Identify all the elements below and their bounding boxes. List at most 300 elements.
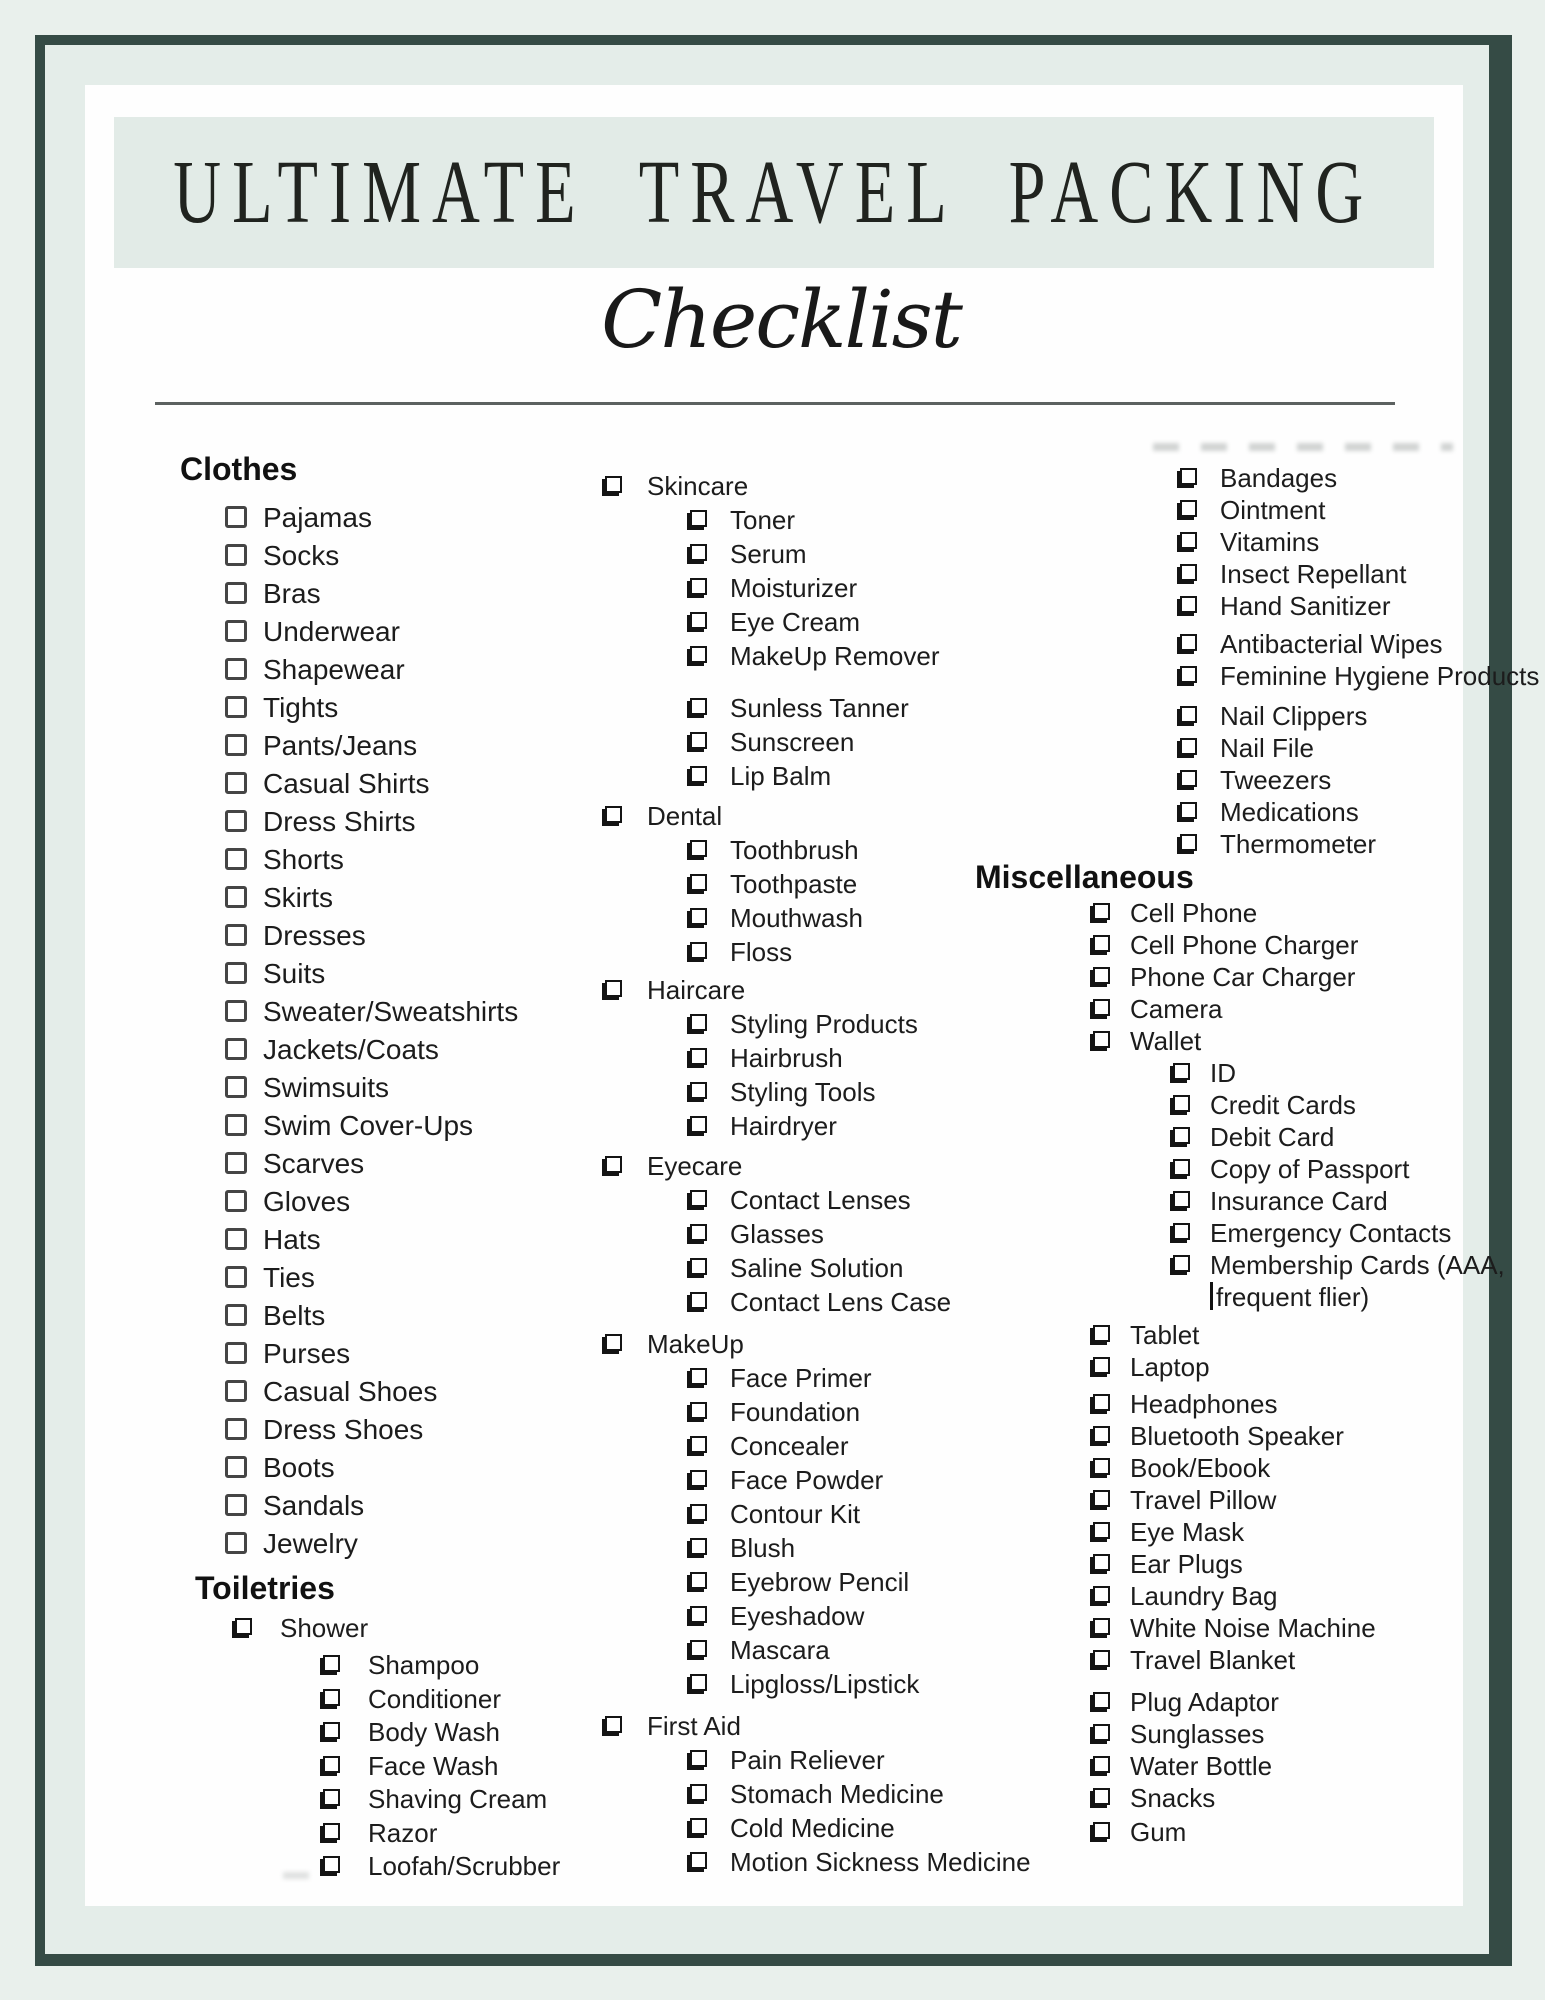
list-item — [975, 1517, 1545, 1549]
checkbox-icon[interactable] — [1180, 468, 1197, 485]
item-label: Eyebrow Pencil — [730, 1567, 910, 1597]
checkbox-icon[interactable] — [690, 646, 707, 663]
list-item — [180, 1186, 660, 1224]
section-heading: Clothes — [180, 451, 298, 487]
list-item — [975, 994, 1545, 1026]
item-label: Laundry Bag — [1130, 1581, 1278, 1611]
item-label: Jewelry — [263, 1528, 358, 1559]
list-item — [180, 654, 660, 692]
checkbox-icon[interactable] — [225, 506, 247, 528]
item-label: Copy of Passport — [1210, 1154, 1410, 1184]
list-item — [975, 1581, 1545, 1613]
checkbox-icon[interactable] — [1173, 1191, 1190, 1208]
item-label: Travel Blanket — [1130, 1645, 1296, 1675]
item-label: Shower — [280, 1613, 369, 1643]
item-label: Eye Mask — [1130, 1517, 1245, 1547]
checkbox-icon[interactable] — [225, 962, 247, 984]
checkbox-icon[interactable] — [1180, 666, 1197, 683]
checkbox-icon[interactable] — [690, 1258, 707, 1275]
item-label: Eyecare — [647, 1151, 743, 1181]
item-label: Foundation — [730, 1397, 861, 1427]
list-item — [975, 733, 1545, 765]
checkbox-icon[interactable] — [323, 1722, 340, 1739]
checkbox-icon[interactable] — [323, 1655, 340, 1672]
item-label: Antibacterial Wipes — [1220, 629, 1443, 659]
column-clothes-toiletries — [180, 453, 660, 1885]
item-label: Dress Shirts — [263, 806, 416, 837]
checkbox-icon[interactable] — [1173, 1063, 1190, 1080]
checkbox-icon[interactable] — [690, 1640, 707, 1657]
item-label: Socks — [263, 540, 340, 571]
item-label: Dental — [647, 801, 723, 831]
checkbox-icon[interactable] — [1180, 634, 1197, 651]
list-item — [605, 1847, 1165, 1881]
checkbox-icon[interactable] — [225, 658, 247, 680]
checkbox-icon[interactable] — [1093, 1724, 1110, 1741]
list-item — [180, 1490, 660, 1528]
item-label: Membership Cards (AAA, — [1210, 1250, 1505, 1280]
list-item — [180, 1034, 660, 1072]
item-label: Hairdryer — [730, 1111, 837, 1141]
item-label: Purses — [263, 1338, 351, 1369]
checkbox-icon[interactable] — [690, 908, 707, 925]
item-label: Plug Adaptor — [1130, 1687, 1279, 1717]
list-item — [180, 1376, 660, 1414]
checkbox-icon[interactable] — [1093, 1788, 1110, 1805]
checkbox-icon[interactable] — [1180, 770, 1197, 787]
list-item — [975, 1817, 1545, 1849]
erased-text-smudge — [1153, 443, 1453, 451]
list-item — [975, 1320, 1545, 1352]
checkbox-icon[interactable] — [1180, 738, 1197, 755]
item-label: Mouthwash — [730, 903, 863, 933]
list-item — [180, 502, 660, 540]
checkbox-icon[interactable] — [1093, 1692, 1110, 1709]
checkbox-icon[interactable] — [323, 1856, 340, 1873]
item-label: Nail File — [1220, 733, 1314, 763]
list-item — [180, 806, 660, 844]
page-subtitle: Checklist — [601, 273, 961, 366]
item-label: Mascara — [730, 1635, 830, 1665]
item-label: Ear Plugs — [1130, 1549, 1243, 1579]
item-label: Shapewear — [263, 654, 405, 685]
checkbox-icon[interactable] — [1093, 1522, 1110, 1539]
checkbox-icon[interactable] — [690, 1852, 707, 1869]
checkbox-icon[interactable] — [1180, 596, 1197, 613]
checkbox-icon[interactable] — [690, 840, 707, 857]
checkbox-icon[interactable] — [323, 1756, 340, 1773]
checkbox-icon[interactable] — [225, 886, 247, 908]
list-item — [975, 1549, 1545, 1581]
checkbox-icon[interactable] — [225, 1380, 247, 1402]
checkbox-icon[interactable] — [1093, 1586, 1110, 1603]
checkbox-icon[interactable] — [225, 1418, 247, 1440]
item-label: Laptop — [1130, 1352, 1210, 1382]
item-label: Eyeshadow — [730, 1601, 865, 1631]
item-label: First Aid — [647, 1711, 741, 1741]
checkbox-icon[interactable] — [1093, 1822, 1110, 1839]
checkbox-icon[interactable] — [605, 806, 622, 823]
checkbox-icon[interactable] — [690, 1674, 707, 1691]
checkbox-icon[interactable] — [690, 874, 707, 891]
item-label: Face Powder — [730, 1465, 884, 1495]
checkbox-icon[interactable] — [323, 1823, 340, 1840]
checkbox-icon[interactable] — [225, 1456, 247, 1478]
checkbox-icon[interactable] — [1093, 1031, 1110, 1048]
checkbox-icon[interactable] — [1093, 1756, 1110, 1773]
checkbox-icon[interactable] — [690, 578, 707, 595]
item-label: Thermometer — [1220, 829, 1377, 859]
checkbox-icon[interactable] — [1173, 1223, 1190, 1240]
checkbox-icon[interactable] — [605, 980, 622, 997]
item-label: Scarves — [263, 1148, 365, 1179]
item-label: Emergency Contacts — [1210, 1218, 1452, 1248]
checkbox-icon[interactable] — [690, 1116, 707, 1133]
item-label: Haircare — [647, 975, 746, 1005]
item-label: Contour Kit — [730, 1499, 861, 1529]
item-label: Book/Ebook — [1130, 1453, 1271, 1483]
list-item — [180, 1650, 660, 1684]
item-label: Gum — [1130, 1817, 1187, 1847]
checkbox-icon[interactable] — [225, 696, 247, 718]
checkbox-icon[interactable] — [225, 620, 247, 642]
item-label: Contact Lens Case — [730, 1287, 952, 1317]
checkbox-icon[interactable] — [225, 1228, 247, 1250]
list-item — [975, 1613, 1545, 1645]
item-label: Dresses — [263, 920, 366, 951]
checkbox-icon[interactable] — [1180, 564, 1197, 581]
list-item — [180, 1148, 660, 1186]
item-label: Sunscreen — [730, 727, 855, 757]
checkbox-icon[interactable] — [225, 1532, 247, 1554]
checkbox-icon[interactable] — [1180, 532, 1197, 549]
list-item — [180, 578, 660, 616]
checkbox-icon[interactable] — [690, 698, 707, 715]
item-label: Camera — [1130, 994, 1223, 1024]
item-label: Water Bottle — [1130, 1751, 1273, 1781]
list-item — [180, 730, 660, 768]
list-item — [975, 962, 1545, 994]
checkbox-icon[interactable] — [1093, 1490, 1110, 1507]
checkbox-icon[interactable] — [1093, 1554, 1110, 1571]
item-label: Hand Sanitizer — [1220, 591, 1391, 621]
list-item — [975, 1154, 1545, 1186]
checkbox-icon[interactable] — [225, 1000, 247, 1022]
checkbox-icon[interactable] — [690, 510, 707, 527]
checkbox-icon[interactable] — [1173, 1255, 1190, 1272]
list-item — [975, 898, 1545, 930]
item-label: Styling Products — [730, 1009, 918, 1039]
item-label: Credit Cards — [1210, 1090, 1356, 1120]
item-label: Toner — [730, 505, 796, 535]
checkbox-icon[interactable] — [605, 1334, 622, 1351]
list-item — [180, 1262, 660, 1300]
item-label: Stomach Medicine — [730, 1779, 944, 1809]
checkbox-icon[interactable] — [225, 544, 247, 566]
list-item — [975, 629, 1545, 661]
list-item — [975, 463, 1545, 495]
list-item — [975, 765, 1545, 797]
item-label: Sunless Tanner — [730, 693, 909, 723]
checkbox-icon[interactable] — [690, 1368, 707, 1385]
checkbox-icon[interactable] — [690, 1292, 707, 1309]
item-label: Pain Reliever — [730, 1745, 885, 1775]
item-label: Shaving Cream — [368, 1784, 548, 1814]
item-label: Cell Phone Charger — [1130, 930, 1359, 960]
item-label: Nail Clippers — [1220, 701, 1368, 731]
checkbox-icon[interactable] — [690, 1082, 707, 1099]
list-item — [975, 701, 1545, 733]
checkbox-icon[interactable] — [1093, 1618, 1110, 1635]
list-item — [180, 1300, 660, 1338]
checkbox-icon[interactable] — [225, 772, 247, 794]
checkbox-icon[interactable] — [225, 1342, 247, 1364]
list-item — [180, 540, 660, 578]
item-label: White Noise Machine — [1130, 1613, 1376, 1643]
list-item — [975, 1645, 1545, 1677]
list-item — [975, 1485, 1545, 1517]
item-label: Tights — [263, 692, 339, 723]
item-label: Sweater/Sweatshirts — [263, 996, 519, 1027]
checkbox-icon[interactable] — [605, 476, 622, 493]
item-label: Skirts — [263, 882, 333, 913]
checkbox-icon[interactable] — [225, 1152, 247, 1174]
checkbox-icon[interactable] — [1093, 1325, 1110, 1342]
item-label: Contact Lenses — [730, 1185, 911, 1215]
list-item-continuation — [975, 1282, 1545, 1314]
checkbox-icon[interactable] — [1093, 1426, 1110, 1443]
checkbox-icon[interactable] — [690, 1402, 707, 1419]
list-item — [180, 844, 660, 882]
item-label: Pants/Jeans — [263, 730, 418, 761]
checkbox-icon[interactable] — [1180, 834, 1197, 851]
divider-line — [155, 402, 1395, 405]
item-label: Sunglasses — [1130, 1719, 1265, 1749]
item-label: Sandals — [263, 1490, 365, 1521]
item-label: MakeUp Remover — [730, 641, 940, 671]
checkbox-icon[interactable] — [690, 1750, 707, 1767]
checkbox-icon[interactable] — [690, 612, 707, 629]
item-label: Medications — [1220, 797, 1359, 827]
list-item — [180, 1784, 660, 1818]
item-label: Hairbrush — [730, 1043, 843, 1073]
checkbox-icon[interactable] — [235, 1618, 252, 1635]
item-label: Skincare — [647, 471, 749, 501]
item-label: Concealer — [730, 1431, 849, 1461]
item-label: Blush — [730, 1533, 796, 1563]
checkbox-icon[interactable] — [690, 1538, 707, 1555]
checkbox-icon[interactable] — [1173, 1127, 1190, 1144]
item-label: Body Wash — [368, 1717, 500, 1747]
checkbox-icon[interactable] — [1180, 706, 1197, 723]
list-item — [180, 1717, 660, 1751]
list-item — [975, 1687, 1545, 1719]
item-label: Toothpaste — [730, 869, 858, 899]
checkbox-icon[interactable] — [690, 1224, 707, 1241]
item-label: Razor — [368, 1817, 438, 1848]
checkbox-icon[interactable] — [690, 1014, 707, 1031]
checkbox-icon[interactable] — [690, 1436, 707, 1453]
item-label: Eye Cream — [730, 607, 861, 637]
list-item — [975, 1186, 1545, 1218]
checkbox-icon[interactable] — [225, 1304, 247, 1326]
checkbox-icon[interactable] — [690, 732, 707, 749]
checkbox-icon[interactable] — [1173, 1095, 1190, 1112]
list-item — [180, 1851, 660, 1885]
item-label: Face Primer — [730, 1363, 872, 1393]
item-label: Jackets/Coats — [263, 1034, 439, 1065]
list-item — [180, 882, 660, 920]
list-item — [180, 920, 660, 958]
checkbox-icon[interactable] — [225, 1266, 247, 1288]
item-label: Motion Sickness Medicine — [730, 1847, 1031, 1877]
checkbox-icon[interactable] — [1093, 1357, 1110, 1374]
list-item — [975, 527, 1545, 559]
item-label: Toothbrush — [730, 835, 859, 865]
item-label: Gloves — [263, 1186, 351, 1217]
checkbox-icon[interactable] — [690, 1818, 707, 1835]
checkbox-icon[interactable] — [225, 734, 247, 756]
checkbox-icon[interactable] — [690, 942, 707, 959]
list-item — [975, 829, 1545, 861]
checkbox-icon[interactable] — [225, 582, 247, 604]
checkbox-icon[interactable] — [690, 1572, 707, 1589]
checkbox-icon[interactable] — [690, 1504, 707, 1521]
page-title: ULTIMATE TRAVEL PACKING — [173, 141, 1375, 242]
list-item — [180, 1338, 660, 1376]
item-label: Ties — [263, 1262, 315, 1293]
item-label: MakeUp — [647, 1329, 744, 1359]
item-label: Glasses — [730, 1219, 824, 1249]
checkbox-icon[interactable] — [690, 1784, 707, 1801]
list-item — [180, 996, 660, 1034]
title-banner — [114, 117, 1434, 268]
checkbox-icon[interactable] — [225, 924, 247, 946]
list-item — [975, 1421, 1545, 1453]
checkbox-icon[interactable] — [323, 1789, 340, 1806]
list-item — [975, 1389, 1545, 1421]
checkbox-icon[interactable] — [225, 1038, 247, 1060]
item-label: Phone Car Charger — [1130, 962, 1356, 992]
checkbox-icon[interactable] — [1173, 1159, 1190, 1176]
list-item — [180, 692, 660, 730]
list-item — [180, 958, 660, 996]
checkbox-icon[interactable] — [225, 810, 247, 832]
checkbox-icon[interactable] — [690, 1190, 707, 1207]
item-label: Swim Cover-Ups — [263, 1110, 474, 1141]
checkbox-icon[interactable] — [225, 1190, 247, 1212]
checkbox-icon[interactable] — [605, 1156, 622, 1173]
item-label: Bandages — [1220, 463, 1338, 493]
text-cursor — [1210, 1282, 1213, 1310]
section-heading: Toiletries — [195, 1570, 335, 1606]
item-label: Snacks — [1130, 1783, 1216, 1813]
item-label: Suits — [263, 958, 326, 989]
item-label: Serum — [730, 539, 807, 569]
list-item — [180, 1751, 660, 1785]
checkbox-icon[interactable] — [1093, 967, 1110, 984]
item-label: Face Wash — [368, 1750, 499, 1781]
checkbox-icon[interactable] — [1093, 1458, 1110, 1475]
list-item — [180, 768, 660, 806]
list-item — [975, 591, 1545, 623]
item-label: Conditioner — [368, 1683, 501, 1714]
item-label: Styling Tools — [730, 1077, 876, 1107]
section-heading: Miscellaneous — [975, 859, 1194, 895]
item-label: Boots — [263, 1452, 335, 1483]
item-label: Travel Pillow — [1130, 1485, 1277, 1515]
list-item — [180, 1528, 660, 1566]
checkbox-icon[interactable] — [690, 1470, 707, 1487]
checkbox-icon[interactable] — [323, 1689, 340, 1706]
checkbox-icon[interactable] — [1093, 1650, 1110, 1667]
checkbox-icon[interactable] — [1093, 935, 1110, 952]
checkbox-icon[interactable] — [690, 544, 707, 561]
list-item — [975, 1719, 1545, 1751]
item-label: Shampoo — [368, 1650, 480, 1680]
checkbox-icon[interactable] — [690, 1048, 707, 1065]
checkbox-icon[interactable] — [605, 1716, 622, 1733]
item-label: Bras — [263, 578, 321, 609]
item-label: Moisturizer — [730, 573, 858, 603]
checkbox-icon[interactable] — [225, 1114, 247, 1136]
list-item — [975, 797, 1545, 829]
list-item — [975, 495, 1545, 527]
item-label: Tweezers — [1220, 765, 1332, 795]
checkbox-icon[interactable] — [1093, 903, 1110, 920]
item-label: Saline Solution — [730, 1253, 904, 1283]
list-item — [975, 1058, 1545, 1090]
item-label: Insect Repellant — [1220, 559, 1407, 589]
list-item — [975, 1250, 1545, 1282]
list-item — [975, 1122, 1545, 1154]
item-label: Vitamins — [1220, 527, 1320, 557]
item-label: Cold Medicine — [730, 1813, 895, 1843]
checkbox-icon[interactable] — [225, 1076, 247, 1098]
list-item — [975, 1218, 1545, 1250]
list-item — [975, 559, 1545, 591]
checkbox-icon[interactable] — [1180, 500, 1197, 517]
checkbox-icon[interactable] — [1180, 802, 1197, 819]
item-label: Dress Shoes — [263, 1414, 424, 1445]
checkbox-icon[interactable] — [1093, 999, 1110, 1016]
item-label: Casual Shoes — [263, 1376, 438, 1407]
list-item — [180, 1224, 660, 1262]
item-label: Hats — [263, 1224, 321, 1255]
item-label: Underwear — [263, 616, 400, 647]
column-firstaid-miscellaneous — [975, 463, 1545, 1849]
list-item — [975, 1751, 1545, 1783]
item-label: Loofah/Scrubber — [368, 1851, 561, 1881]
item-label: Pajamas — [263, 502, 372, 533]
item-label: ID — [1210, 1058, 1236, 1088]
item-label: Tablet — [1130, 1320, 1200, 1350]
item-label: Cell Phone — [1130, 898, 1258, 928]
checkbox-icon[interactable] — [690, 1606, 707, 1623]
checkbox-icon[interactable] — [690, 766, 707, 783]
list-item — [180, 1414, 660, 1452]
checkbox-icon[interactable] — [225, 1494, 247, 1516]
checkbox-icon[interactable] — [1093, 1394, 1110, 1411]
item-label: Casual Shirts — [263, 768, 430, 799]
checkbox-icon[interactable] — [225, 848, 247, 870]
item-label: Lipgloss/Lipstick — [730, 1669, 920, 1699]
item-label: Feminine Hygiene Products — [1220, 661, 1540, 691]
list-item — [180, 1684, 660, 1718]
list-item — [180, 616, 660, 654]
list-item — [180, 1072, 660, 1110]
list-item — [180, 1110, 660, 1148]
